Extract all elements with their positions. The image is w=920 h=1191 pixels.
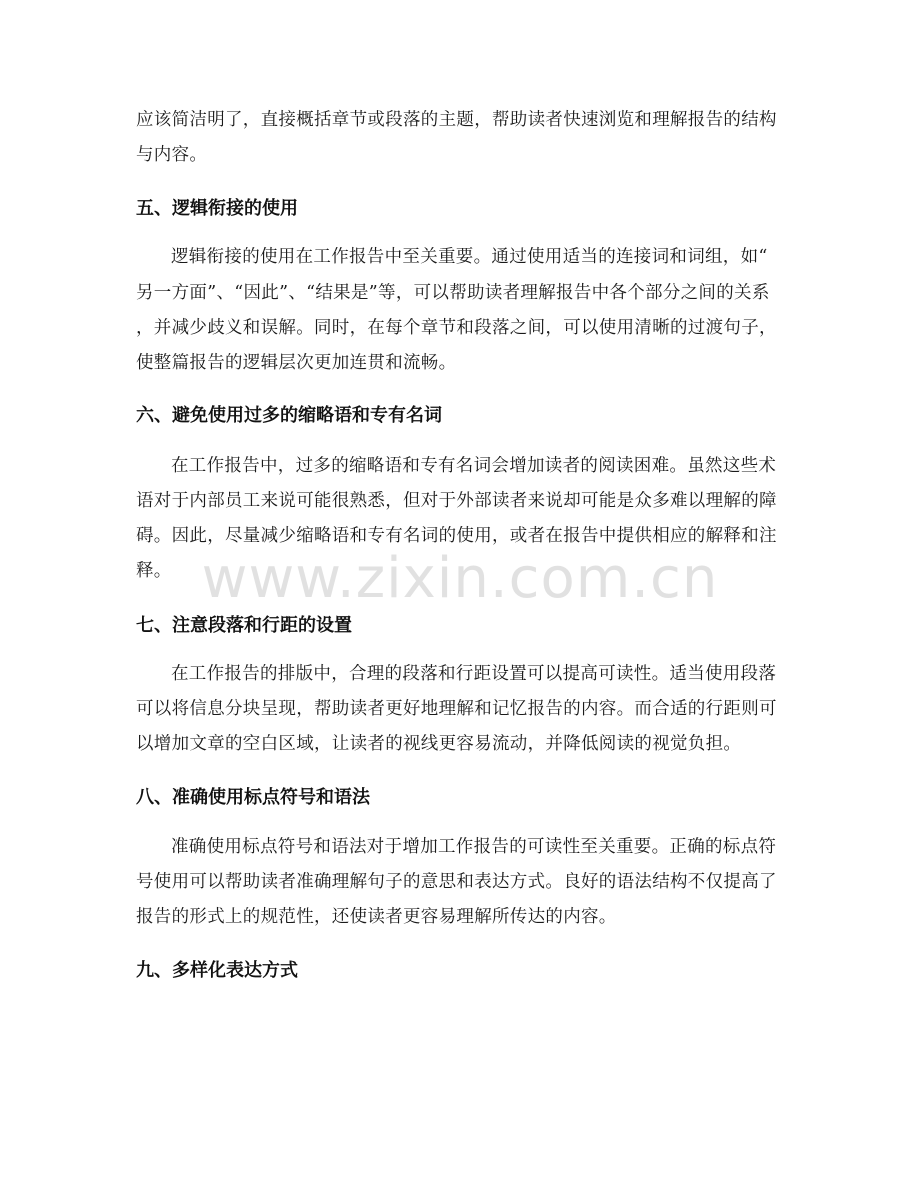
section-5-line-1: 逻辑衔接的使用在工作报告中至关重要。通过使用适当的连接词和词组，如“	[171, 247, 768, 267]
section-8-line-3: 报告的形式上的规范性，还使读者更容易理解所传达的内容。	[136, 907, 617, 927]
section-heading-5: 五、逻辑衔接的使用	[136, 198, 298, 219]
section-7-line-3: 以增加文章的空白区域，让读者的视线更容易流动，并降低阅读的视觉负担。	[136, 734, 742, 754]
intro-line-2: 与内容。	[136, 145, 208, 165]
section-heading-7: 七、注意段落和行距的设置	[136, 615, 352, 636]
section-8-line-2: 号使用可以帮助读者准确理解句子的意思和表达方式。良好的语法结构不仅提高了	[136, 872, 777, 892]
section-7-line-1: 在工作报告的排版中，合理的段落和行距设置可以提高可读性。适当使用段落	[171, 664, 777, 684]
section-8-line-1: 准确使用标点符号和语法对于增加工作报告的可读性至关重要。正确的标点符	[171, 837, 777, 857]
intro-line-1: 应该简洁明了，直接概括章节或段落的主题，帮助读者快速浏览和理解报告的结构	[136, 110, 777, 130]
section-5-line-3: ，并减少歧义和误解。同时，在每个章节和段落之间，可以使用清晰的过渡句子，	[136, 318, 777, 338]
section-heading-9: 九、多样化表达方式	[136, 960, 298, 981]
section-7-line-2: 可以将信息分块呈现，帮助读者更好地理解和记忆报告的内容。而合适的行距则可	[136, 699, 777, 719]
section-6-line-3: 碍。因此，尽量减少缩略语和专有名词的使用，或者在报告中提供相应的解释和注	[136, 526, 777, 546]
section-5-line-2: 另一方面”、“因此”、“结果是”等，可以帮助读者理解报告中各个部分之间的关系	[136, 283, 770, 303]
section-6-line-4: 释。	[136, 561, 172, 581]
section-heading-6: 六、避免使用过多的缩略语和专有名词	[136, 405, 442, 426]
section-5-line-4: 使整篇报告的逻辑层次更加连贯和流畅。	[136, 353, 457, 373]
section-6-line-1: 在工作报告中，过多的缩略语和专有名词会增加读者的阅读困难。虽然这些术	[171, 456, 777, 476]
section-6-line-2: 语对于内部员工来说可能很熟悉，但对于外部读者来说却可能是众多难以理解的障	[136, 491, 777, 511]
watermark: www.zixin.com.cn	[201, 546, 719, 611]
section-heading-8: 八、准确使用标点符号和语法	[136, 787, 370, 808]
